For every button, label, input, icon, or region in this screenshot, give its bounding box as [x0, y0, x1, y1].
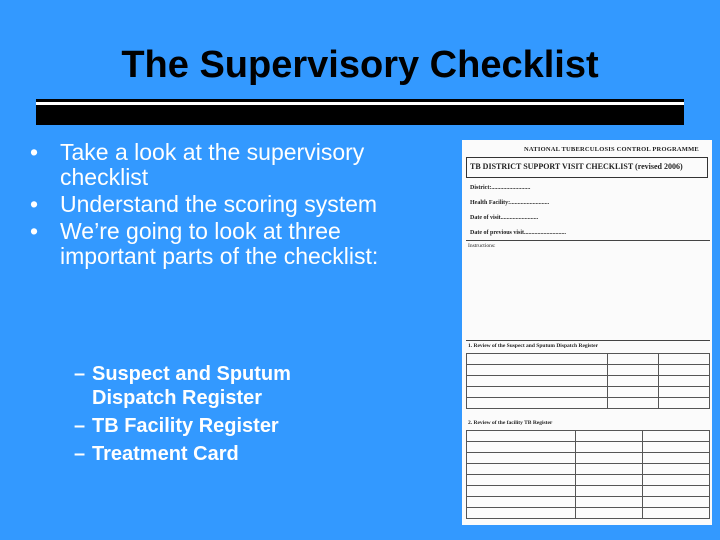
document-table-1	[466, 353, 710, 409]
document-section-1: 1. Review of the Suspect and Sputum Dispatch Register	[468, 343, 599, 349]
slide-title: The Supervisory Checklist	[121, 44, 599, 86]
document-section-2: 2. Review of the facility TB Register	[468, 420, 553, 426]
document-field: Date of previous visit............................	[470, 230, 567, 236]
checklist-document-image	[462, 140, 712, 525]
bullet-glyph: •	[30, 139, 39, 165]
document-field: Date of visit.........................	[470, 215, 539, 221]
bullet-list	[28, 140, 428, 271]
sub-bullet-item	[74, 414, 374, 438]
document-instructions: Instructions:	[468, 243, 496, 249]
bullet-glyph: •	[30, 191, 39, 217]
dash-glyph: –	[74, 363, 86, 385]
sub-bullet-item	[74, 442, 374, 466]
document-divider	[466, 340, 710, 341]
bullet-item	[28, 219, 428, 269]
dash-glyph: –	[74, 415, 86, 437]
document-title: TB DISTRICT SUPPORT VISIT CHECKLIST (revised 2006)	[470, 162, 683, 171]
sub-bullet-text: Suspect and Sputum Dispatch Register	[92, 363, 291, 409]
bullet-text: We’re going to look at three important parts of the checklist:	[60, 218, 379, 269]
sub-bullet-text: Treatment Card	[92, 443, 239, 465]
bullet-text: Understand the scoring system	[60, 191, 378, 217]
bullet-item	[28, 140, 428, 190]
document-programme: NATIONAL TUBERCULOSIS CONTROL PROGRAMME	[524, 146, 699, 153]
dash-glyph: –	[74, 443, 86, 465]
bullet-glyph: •	[30, 218, 39, 244]
document-divider	[466, 240, 710, 241]
document-field: Health Facility:..........................	[470, 200, 550, 206]
sub-bullet-item	[74, 362, 374, 410]
document-field: District:..........................	[470, 185, 531, 191]
sub-bullet-list	[74, 362, 374, 470]
title-rule-thick	[36, 105, 684, 125]
document-table-2	[466, 430, 710, 519]
bullet-item	[28, 192, 428, 217]
bullet-text: Take a look at the supervisory checklist	[60, 139, 365, 190]
sub-bullet-text: TB Facility Register	[92, 415, 279, 437]
